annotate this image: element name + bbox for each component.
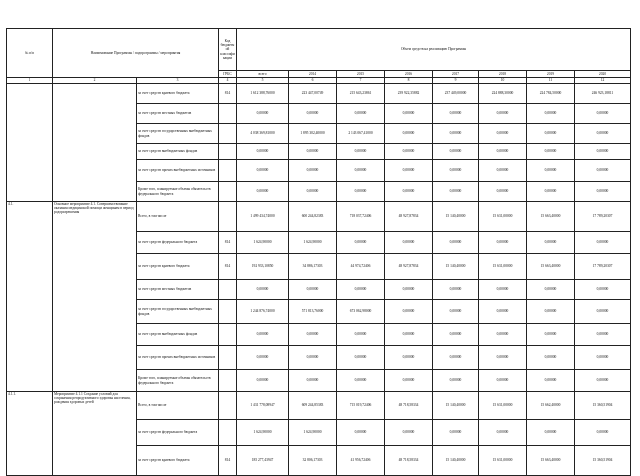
grbs-code — [219, 280, 237, 300]
header-year: 2017 — [433, 71, 479, 78]
amount-cell: 0,00000 — [289, 346, 337, 370]
row-number: 4.1. — [7, 202, 53, 392]
amount-cell: 0,00000 — [237, 160, 289, 182]
table-row — [7, 392, 631, 420]
amount-cell: 0,00000 — [575, 144, 631, 160]
amount-cell: 0,00000 — [479, 324, 527, 346]
amount-cell: 0,00000 — [289, 182, 337, 202]
amount-cell: 0,00000 — [527, 160, 575, 182]
amount-cell: 0,00000 — [433, 324, 479, 346]
header-year: 2020 — [575, 71, 631, 78]
amount-cell: 0,00000 — [385, 280, 433, 300]
amount-cell: 0,00000 — [237, 280, 289, 300]
grbs-code — [219, 346, 237, 370]
amount-cell: 1 499 434,74000 — [237, 202, 289, 232]
funding-source: за счет средств краевого бюджета — [137, 254, 219, 280]
column-number: 9 — [433, 78, 479, 84]
amount-cell: 32 806,17303 — [289, 446, 337, 476]
table-row — [7, 202, 631, 232]
amount-cell: 15 140,40000 — [433, 446, 479, 476]
grbs-code — [219, 104, 237, 124]
amount-cell: 600 244,82383 — [289, 202, 337, 232]
grbs-code — [219, 392, 237, 420]
amount-cell: 0,00000 — [385, 300, 433, 324]
row-number: 4.1.1. — [7, 392, 53, 476]
amount-cell: 223 447,00749 — [289, 84, 337, 104]
amount-cell: 0,00000 — [385, 182, 433, 202]
header-year: 2019 — [527, 71, 575, 78]
amount-cell: 0,00000 — [385, 232, 433, 254]
amount-cell: 0,00000 — [575, 324, 631, 346]
amount-cell: 0,00000 — [479, 144, 527, 160]
funding-source: за счет средств федерального бюджета — [137, 232, 219, 254]
amount-cell: 0,00000 — [237, 324, 289, 346]
amount-cell: 0,00000 — [575, 182, 631, 202]
amount-cell: 0,00000 — [479, 160, 527, 182]
funding-source: Кроме того, планируемые объемы обязательств федерального бюджета — [137, 370, 219, 392]
header-year: всего — [237, 71, 289, 78]
amount-cell: 0,00000 — [575, 346, 631, 370]
column-number: 3 — [137, 78, 219, 84]
header-year: 2014 — [289, 71, 337, 78]
grbs-code — [219, 420, 237, 446]
column-number: 8 — [385, 78, 433, 84]
amount-cell: 1 624,90000 — [289, 232, 337, 254]
grbs-code: 814 — [219, 232, 237, 254]
funding-source: за счет средств местных бюджетов — [137, 280, 219, 300]
amount-cell: 0,00000 — [527, 280, 575, 300]
column-number: 12 — [575, 78, 631, 84]
grbs-code — [219, 144, 237, 160]
amount-cell: 224 888,30000 — [479, 84, 527, 104]
amount-cell: 0,00000 — [337, 324, 385, 346]
amount-cell: 17 789,20307 — [575, 254, 631, 280]
amount-cell: 0,00000 — [527, 124, 575, 144]
amount-cell: 0,00000 — [337, 144, 385, 160]
amount-cell: 15 631,00000 — [479, 202, 527, 232]
amount-cell: 0,00000 — [527, 232, 575, 254]
amount-cell: 0,00000 — [433, 124, 479, 144]
amount-cell: 185 277,43947 — [237, 446, 289, 476]
funding-source: за счет средств внебюджетных фондов — [137, 144, 219, 160]
grbs-code — [219, 300, 237, 324]
amount-cell: 0,00000 — [527, 182, 575, 202]
amount-cell: 0,00000 — [479, 182, 527, 202]
amount-cell: 15 140,40000 — [433, 254, 479, 280]
amount-cell: 673 062,98000 — [337, 300, 385, 324]
table-body — [7, 29, 631, 476]
header-funds-volume: Объем средств на реализацию Программы — [237, 29, 631, 71]
amount-cell: 0,00000 — [289, 160, 337, 182]
program-funding-table — [6, 28, 631, 476]
amount-cell: 0,00000 — [385, 370, 433, 392]
amount-cell: 0,00000 — [385, 160, 433, 182]
amount-cell: 246 923,18811 — [575, 84, 631, 104]
amount-cell: 0,00000 — [289, 324, 337, 346]
amount-cell: 0,00000 — [479, 370, 527, 392]
table-row — [7, 84, 631, 104]
amount-cell: 0,00000 — [433, 300, 479, 324]
funding-source: за счет средств внебюджетных фондов — [137, 324, 219, 346]
amount-cell: 48 718,58334 — [385, 392, 433, 420]
amount-cell: 15 663,40000 — [527, 446, 575, 476]
grbs-code: 814 — [219, 254, 237, 280]
amount-cell: 0,00000 — [575, 300, 631, 324]
amount-cell: 0,00000 — [575, 124, 631, 144]
amount-cell: 15 631,00000 — [479, 446, 527, 476]
amount-cell: 0,00000 — [385, 324, 433, 346]
grbs-code — [219, 160, 237, 182]
amount-cell: 224 784,50000 — [527, 84, 575, 104]
amount-cell: 15 140,40000 — [433, 202, 479, 232]
funding-source: за счет средств краевого бюджета — [137, 84, 219, 104]
amount-cell: 609 244,85383 — [289, 392, 337, 420]
amount-cell: 34 886,17303 — [289, 254, 337, 280]
program-name: Мероприятие 4.1.1 Создание условий для сохранения репродуктивного здоровья населения, рождения здоровых детей — [53, 392, 137, 476]
amount-cell: 15 663,40000 — [527, 202, 575, 232]
program-funding-table-sheet — [6, 28, 634, 463]
amount-cell: 0,00000 — [385, 144, 433, 160]
grbs-code: 814 — [219, 84, 237, 104]
amount-cell: 0,00000 — [433, 346, 479, 370]
amount-cell: 17 789,20307 — [575, 202, 631, 232]
amount-cell: 1 244 876,74000 — [237, 300, 289, 324]
row-number — [7, 84, 53, 202]
grbs-code — [219, 370, 237, 392]
column-number: 1 — [7, 78, 53, 84]
header-year: 2015 — [337, 71, 385, 78]
amount-cell: 15 662,40000 — [527, 392, 575, 420]
amount-cell: 1 612 388,76000 — [237, 84, 289, 104]
amount-cell: 0,00000 — [575, 370, 631, 392]
header-program-name: Наименование Программы / подпрограммы / мероприятия — [53, 29, 219, 78]
header-row-top — [7, 29, 631, 71]
amount-cell: 15 631,00000 — [479, 254, 527, 280]
header-number: № п/п — [7, 29, 53, 78]
amount-cell: 15 140,40000 — [433, 392, 479, 420]
amount-cell: 0,00000 — [527, 104, 575, 124]
amount-cell: 1 624,90000 — [237, 420, 289, 446]
funding-source: за счет средств прочих внебюджетных источников — [137, 160, 219, 182]
amount-cell: 0,00000 — [385, 346, 433, 370]
amount-cell: 0,00000 — [479, 280, 527, 300]
amount-cell: 215 643,23861 — [337, 84, 385, 104]
column-number: 7 — [337, 78, 385, 84]
amount-cell: 1 624,90000 — [237, 232, 289, 254]
amount-cell: 571 813,76000 — [289, 300, 337, 324]
column-number: 5 — [237, 78, 289, 84]
amount-cell: 0,00000 — [527, 324, 575, 346]
column-number: 4 — [219, 78, 237, 84]
amount-cell: 0,00000 — [337, 370, 385, 392]
grbs-code — [219, 324, 237, 346]
funding-source: Всего, в том числе — [137, 202, 219, 232]
amount-cell: 0,00000 — [385, 124, 433, 144]
amount-cell: 15 360,51904 — [575, 446, 631, 476]
amount-cell: 15 360,51904 — [575, 392, 631, 420]
amount-cell: 0,00000 — [479, 300, 527, 324]
amount-cell: 0,00000 — [337, 280, 385, 300]
amount-cell: 2 143 067,41000 — [337, 124, 385, 144]
amount-cell: 0,00000 — [337, 232, 385, 254]
amount-cell: 0,00000 — [237, 346, 289, 370]
amount-cell: 41 956,72406 — [337, 446, 385, 476]
grbs-code — [219, 202, 237, 232]
amount-cell: 0,00000 — [385, 104, 433, 124]
amount-cell: 0,00000 — [575, 160, 631, 182]
amount-cell: 4 038 369,81000 — [237, 124, 289, 144]
amount-cell: 0,00000 — [337, 104, 385, 124]
funding-source: Всего, в том числе — [137, 392, 219, 420]
column-number: 2 — [53, 78, 137, 84]
header-grbs: ГРБС — [219, 71, 237, 78]
amount-cell: 0,00000 — [527, 300, 575, 324]
amount-cell: 0,00000 — [527, 370, 575, 392]
amount-cell: 0,00000 — [479, 104, 527, 124]
funding-source: за счет средств государственных внебюджетных фондов — [137, 124, 219, 144]
amount-cell: 237 449,00000 — [433, 84, 479, 104]
amount-cell: 0,00000 — [575, 420, 631, 446]
amount-cell: 718 037,72406 — [337, 202, 385, 232]
header-year: 2016 — [385, 71, 433, 78]
funding-source: за счет средств краевого бюджета — [137, 446, 219, 476]
funding-source: за счет средств федерального бюджета — [137, 420, 219, 446]
amount-cell: 48 927,87834 — [385, 202, 433, 232]
amount-cell: 0,00000 — [337, 420, 385, 446]
amount-cell: 0,00000 — [237, 144, 289, 160]
amount-cell: 0,00000 — [479, 346, 527, 370]
amount-cell: 0,00000 — [575, 232, 631, 254]
amount-cell: 0,00000 — [385, 420, 433, 446]
amount-cell: 0,00000 — [479, 420, 527, 446]
amount-cell: 0,00000 — [575, 280, 631, 300]
amount-cell: 0,00000 — [337, 182, 385, 202]
amount-cell: 44 974,72406 — [337, 254, 385, 280]
amount-cell: 1 431 778,08947 — [237, 392, 289, 420]
amount-cell: 0,00000 — [289, 370, 337, 392]
funding-source: Кроме того, планируемые объемы обязательств федерального бюджета — [137, 182, 219, 202]
grbs-code — [219, 182, 237, 202]
column-number: 10 — [479, 78, 527, 84]
amount-cell: 0,00000 — [433, 104, 479, 124]
amount-cell: 0,00000 — [289, 104, 337, 124]
amount-cell: 15 631,00000 — [479, 392, 527, 420]
amount-cell: 0,00000 — [289, 144, 337, 160]
amount-cell: 0,00000 — [237, 182, 289, 202]
header-budget-code: Код бюджетной классификации — [219, 29, 237, 71]
grbs-code — [219, 124, 237, 144]
amount-cell: 0,00000 — [289, 280, 337, 300]
amount-cell: 715 019,72406 — [337, 392, 385, 420]
amount-cell: 1 895 302,40000 — [289, 124, 337, 144]
amount-cell: 0,00000 — [527, 144, 575, 160]
amount-cell: 48 927,87834 — [385, 254, 433, 280]
amount-cell: 0,00000 — [237, 370, 289, 392]
amount-cell: 239 922,35882 — [385, 84, 433, 104]
column-number: 6 — [289, 78, 337, 84]
program-name: Основное мероприятие 4.1. Совершенствование оказания медицинской помощи женщинам в период родоразрешения — [53, 202, 137, 392]
amount-cell: 0,00000 — [337, 160, 385, 182]
amount-cell: 0,00000 — [433, 280, 479, 300]
amount-cell: 0,00000 — [337, 346, 385, 370]
funding-source: за счет средств государственных внебюджетных фондов — [137, 300, 219, 324]
amount-cell: 0,00000 — [433, 160, 479, 182]
header-year: 2018 — [479, 71, 527, 78]
amount-cell: 0,00000 — [433, 370, 479, 392]
column-number: 11 — [527, 78, 575, 84]
program-name — [53, 84, 137, 202]
amount-cell: 48 718,58334 — [385, 446, 433, 476]
amount-cell: 0,00000 — [433, 232, 479, 254]
grbs-code: 814 — [219, 446, 237, 476]
amount-cell: 1 624,90000 — [289, 420, 337, 446]
amount-cell: 0,00000 — [575, 104, 631, 124]
amount-cell: 0,00000 — [479, 232, 527, 254]
amount-cell: 15 663,40000 — [527, 254, 575, 280]
amount-cell: 0,00000 — [433, 420, 479, 446]
funding-source: за счет средств местных бюджетов — [137, 104, 219, 124]
amount-cell: 0,00000 — [433, 182, 479, 202]
amount-cell: 0,00000 — [237, 104, 289, 124]
amount-cell: 0,00000 — [433, 144, 479, 160]
funding-source: за счет средств прочих внебюджетных источников — [137, 346, 219, 370]
amount-cell: 0,00000 — [527, 420, 575, 446]
amount-cell: 192 933,10850 — [237, 254, 289, 280]
amount-cell: 0,00000 — [479, 124, 527, 144]
amount-cell: 0,00000 — [527, 346, 575, 370]
